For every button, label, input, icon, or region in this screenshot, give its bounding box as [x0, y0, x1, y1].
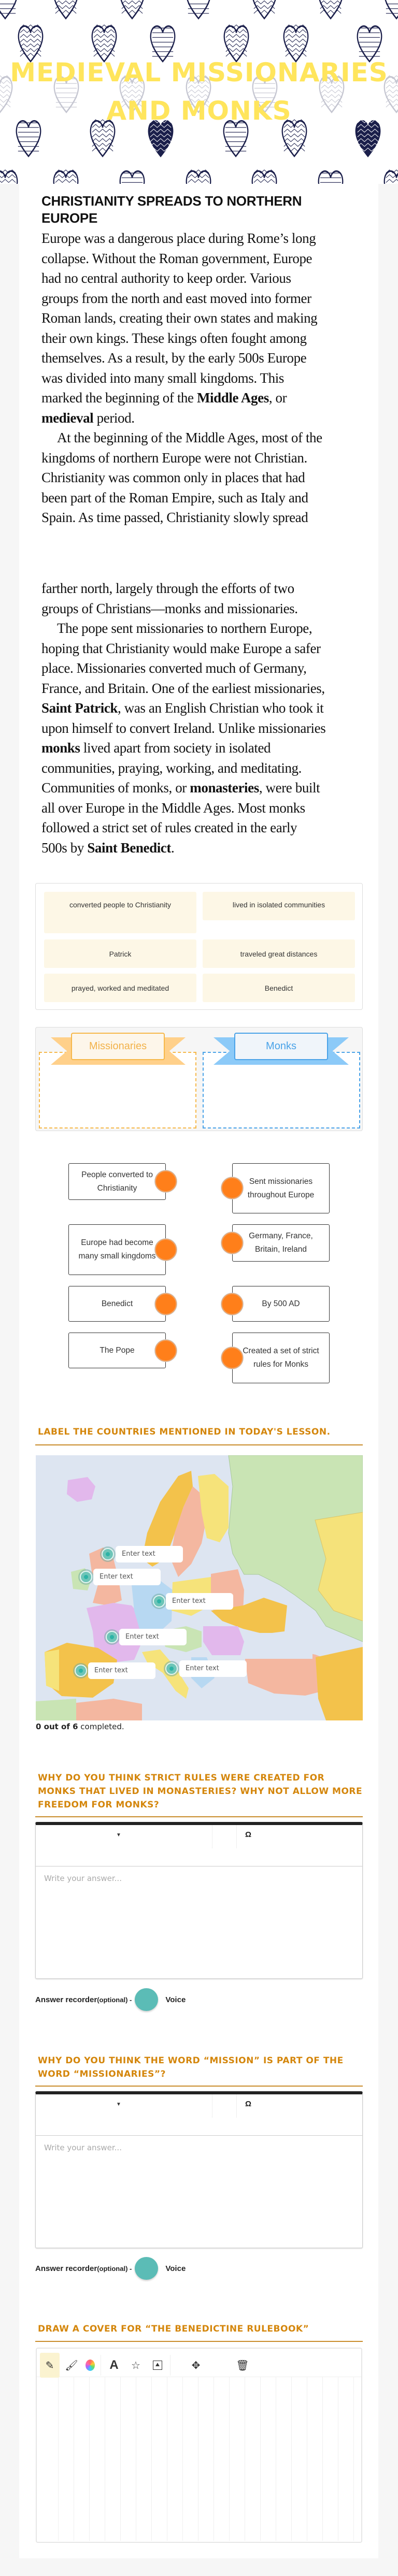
drawing-toolbar	[37, 2349, 361, 2377]
heart-icon	[54, 170, 78, 184]
heading-underline	[35, 1444, 363, 1445]
recorder-label: Answer recorder	[35, 1995, 97, 2004]
brush-icon[interactable]: 🖌︎	[65, 2360, 78, 2371]
page-title-line1: MEDIEVAL MISSIONARIES	[10, 57, 388, 88]
question-1-heading: WHY DO YOU THINK STRICT RULES WERE CREATED FOR MONKS THAT LIVED IN MONASTERIES? WHY NOT ALLOW MORE FREEDOM FOR MONKS?	[38, 1773, 363, 1810]
country-label-input[interactable]: Enter text	[88, 1662, 155, 1679]
article-line	[41, 698, 373, 718]
heart-icon	[385, 0, 398, 19]
bold-term: monasteries	[190, 780, 259, 795]
text-run: themselves. As a result, by the early 500s Europe	[41, 350, 307, 366]
text-run: upon himself to convert Ireland. Unlike missionaries	[41, 720, 326, 736]
heart-icon	[187, 170, 211, 184]
article-line	[41, 658, 373, 678]
article-line	[41, 778, 373, 798]
editor-toolbar	[36, 1825, 362, 1866]
heart-icon	[224, 121, 248, 156]
voice-label: Voice	[165, 2264, 186, 2273]
text-run: Communities of monks, or	[41, 780, 190, 795]
heart-icon	[252, 170, 277, 184]
article-line	[41, 368, 373, 388]
word-tile[interactable]: prayed, worked and meditated	[44, 974, 196, 1002]
text-run: was divided into many small kingdoms. This	[41, 370, 284, 386]
image-icon[interactable]: ⛰	[148, 2353, 167, 2378]
heart-icon	[120, 171, 145, 184]
editor-toolbar	[36, 2094, 362, 2136]
match-right-item[interactable]: By 500 AD	[232, 1286, 330, 1322]
match-connector-dot[interactable]	[221, 1347, 243, 1369]
article-line	[41, 408, 373, 428]
special-character-button[interactable]: Ω	[245, 1830, 252, 1839]
article-line	[41, 308, 373, 328]
answer-recorder	[35, 1988, 186, 2011]
page-title-line2: AND MONKS	[106, 96, 292, 126]
text-run: kingdoms of northern Europe were not Christian.	[41, 450, 307, 466]
recorder-optional: (optional) -	[97, 1995, 132, 2004]
text-run: groups of Christians—monks and missionaries.	[41, 600, 298, 616]
header-banner	[0, 0, 398, 184]
match-left-item[interactable]: People converted to Christianity	[68, 1163, 166, 1200]
text-run: communities, praying, working, and meditating.	[41, 760, 302, 776]
text-run: hoping that Christianity would make Europe a safer	[41, 640, 321, 656]
map-marker-dot[interactable]	[102, 1548, 114, 1560]
word-tile[interactable]: traveled great distances	[203, 939, 355, 968]
answer-recorder	[35, 2257, 186, 2280]
map-marker-dot[interactable]	[80, 1571, 92, 1583]
map-task-heading: LABEL THE COUNTRIES MENTIONED IN TODAY'S LESSON.	[38, 1427, 331, 1437]
answer-textarea[interactable]: Write your answer...	[44, 2143, 122, 2152]
match-connector-dot[interactable]	[221, 1232, 243, 1254]
match-connector-dot[interactable]	[155, 1293, 177, 1315]
article-line	[41, 508, 373, 528]
text-run: , was an English Christian who took it	[118, 700, 324, 716]
match-right-item[interactable]: Created a set of strict rules for Monks	[232, 1333, 330, 1383]
heart-icon	[358, 26, 382, 61]
text-run: .	[170, 840, 175, 856]
text-run: At the beginning of the Middle Ages, most of the	[57, 430, 322, 445]
text-run: been part of the Roman Empire, such as Italy and	[41, 489, 308, 505]
completed-suffix: completed.	[78, 1722, 124, 1731]
article-line	[41, 488, 373, 508]
word-tile[interactable]: converted people to Christianity	[44, 892, 196, 933]
text-run: period.	[93, 410, 135, 426]
record-button[interactable]	[135, 2257, 158, 2280]
article-heading	[41, 193, 363, 227]
special-character-button[interactable]: Ω	[245, 2100, 252, 2108]
europe-map-image	[36, 1455, 363, 1720]
map-marker-dot[interactable]	[75, 1665, 87, 1677]
text-run: followed a strict set of rules created in the early	[41, 820, 297, 835]
text-run: Spain. As time passed, Christianity slowly spread	[41, 510, 308, 525]
heart-icon	[187, 0, 211, 19]
text-run: lived apart from society in isolated	[80, 740, 271, 756]
word-bank-panel	[35, 883, 363, 1010]
drawing-board	[36, 2348, 362, 2543]
question-1-editor	[35, 1822, 363, 1979]
heart-icon	[319, 0, 343, 19]
article-line	[41, 798, 373, 818]
article-line	[41, 288, 373, 309]
article-line	[41, 738, 373, 758]
text-run: place. Missionaries converted much of Germany,	[41, 660, 307, 676]
text-run: Roman lands, creating their own states and making	[41, 310, 318, 326]
article-paragraphs-1	[41, 228, 373, 528]
article-line	[41, 468, 373, 488]
map-marker-dot[interactable]	[106, 1631, 118, 1643]
text-run: , or	[268, 390, 287, 406]
toolbar-divider	[236, 1825, 237, 1848]
text-run: collapse. Without the Roman government, Europe	[41, 250, 312, 266]
country-label-input[interactable]: Enter text	[116, 1546, 183, 1562]
heart-icon	[385, 170, 398, 184]
article-line	[41, 678, 373, 699]
star-icon[interactable]: ☆	[131, 2360, 140, 2371]
heart-icon	[151, 26, 175, 61]
missionaries-label: Missionaries	[71, 1033, 165, 1060]
recorder-optional: (optional) -	[97, 2264, 132, 2273]
voice-label: Voice	[165, 1995, 186, 2004]
drawing-canvas[interactable]	[43, 2377, 355, 2541]
article-line	[41, 599, 373, 619]
hearts-pattern	[0, 0, 398, 184]
word-tile[interactable]: Benedict	[203, 974, 355, 1002]
text-run: marked the beginning of the	[41, 390, 197, 406]
color-wheel-icon[interactable]	[80, 2353, 100, 2378]
match-left-item[interactable]: Benedict	[68, 1286, 166, 1322]
heading-line: CHRISTIANITY SPREADS TO NORTHERN	[41, 193, 302, 209]
question-2-heading: WHY DO YOU THINK THE WORD “MISSION” IS PART OF THE WORD “MISSIONARIES”?	[38, 2056, 344, 2079]
match-connector-dot[interactable]	[221, 1177, 243, 1199]
match-right-item[interactable]: Sent missionaries throughout Europe	[232, 1163, 330, 1213]
text-run: all over Europe in the Middle Ages. Most monks	[41, 800, 305, 816]
text-run: groups from the north and east moved into former	[41, 290, 311, 306]
pencil-icon[interactable]: ✎	[40, 2353, 60, 2378]
heart-icon	[120, 0, 145, 19]
question-2-editor	[35, 2091, 363, 2248]
article-line	[41, 578, 373, 599]
text-run: had no central authority to keep order. Various	[41, 270, 291, 286]
article-line	[41, 328, 373, 349]
heading-underline	[35, 1816, 363, 1817]
sort-panel	[35, 1027, 363, 1131]
bold-term: medieval	[41, 410, 94, 426]
article-line	[41, 249, 373, 269]
heading-underline	[35, 2341, 363, 2342]
article-line	[41, 818, 373, 838]
article-line	[41, 448, 373, 468]
heart-icon	[54, 0, 78, 19]
article-line	[41, 639, 373, 659]
bold-term: monks	[41, 740, 80, 756]
article-line	[41, 348, 373, 368]
toolbar-divider	[236, 2094, 237, 2118]
country-label-input[interactable]: Enter text	[119, 1629, 187, 1645]
bold-term: Saint Benedict	[87, 840, 171, 856]
match-connector-dot[interactable]	[221, 1293, 243, 1315]
text-run: France, and Britain. One of the earliest missionaries,	[41, 680, 325, 696]
article-line	[41, 838, 373, 858]
article-line	[41, 228, 373, 249]
text-run: The pope sent missionaries to northern Europe,	[57, 620, 312, 636]
completed-count: 0 out of 6	[36, 1722, 78, 1731]
country-label-input[interactable]: Enter text	[166, 1593, 233, 1610]
article-line	[41, 758, 373, 778]
drawing-heading: DRAW A COVER FOR “THE BENEDICTINE RULEBOOK”	[38, 2324, 309, 2334]
europe-map	[36, 1455, 363, 1720]
country-label-input[interactable]: Enter text	[93, 1569, 161, 1585]
format-dropdown-caret-icon[interactable]: ▼	[116, 2102, 121, 2107]
text-run: , were built	[259, 780, 320, 795]
heading-underline	[35, 2086, 363, 2087]
bold-term: Saint Patrick	[41, 700, 118, 716]
answer-textarea[interactable]: Write your answer...	[44, 1874, 122, 1883]
completion-status	[36, 1722, 124, 1731]
heading-line: EUROPE	[41, 210, 98, 226]
heart-icon	[252, 0, 277, 19]
text-run: 500s by	[41, 840, 88, 856]
heart-icon	[17, 121, 41, 156]
text-run: farther north, largely through the efforts of two	[41, 581, 294, 596]
article-paragraphs-2	[41, 578, 373, 858]
move-icon[interactable]: ✥	[191, 2360, 201, 2371]
text-run: Christianity was common only in places that had	[41, 470, 305, 485]
bold-term: Middle Ages	[196, 390, 269, 406]
article-line	[41, 428, 373, 448]
heart-icon	[224, 25, 249, 62]
article-line	[41, 388, 373, 408]
heart-icon	[284, 25, 308, 62]
article-line	[41, 718, 373, 739]
text-run: Europe was a dangerous place during Rome’s long	[41, 230, 316, 246]
format-dropdown-caret-icon[interactable]: ▼	[116, 1832, 121, 1838]
match-left-item[interactable]: Europe had become many small kingdoms	[68, 1224, 166, 1275]
match-connector-dot[interactable]	[155, 1170, 177, 1192]
heart-icon	[319, 171, 343, 184]
match-left-item[interactable]: The Pope	[68, 1333, 166, 1368]
heart-icon	[92, 25, 117, 62]
map-marker-dot[interactable]	[165, 1662, 178, 1675]
text-icon[interactable]: A	[109, 2358, 119, 2372]
record-button[interactable]	[135, 1988, 158, 2011]
word-tile[interactable]: lived in isolated communities	[203, 892, 355, 920]
match-right-item[interactable]: Germany, France, Britain, Ireland	[232, 1224, 330, 1262]
trash-icon[interactable]: 🗑︎	[236, 2360, 249, 2371]
country-label-input[interactable]: Enter text	[179, 1660, 247, 1677]
heart-icon	[0, 170, 17, 184]
article-line	[41, 618, 373, 639]
article-line	[41, 268, 373, 288]
heart-icon	[0, 0, 17, 19]
heart-icon	[19, 25, 43, 62]
match-connector-dot[interactable]	[155, 1239, 177, 1261]
monks-label: Monks	[234, 1033, 328, 1060]
match-connector-dot[interactable]	[155, 1340, 177, 1362]
word-tile[interactable]: Patrick	[44, 939, 196, 968]
text-run: their own kings. These kings often fought among	[41, 330, 307, 346]
recorder-label: Answer recorder	[35, 2264, 97, 2273]
map-marker-dot[interactable]	[153, 1595, 165, 1608]
